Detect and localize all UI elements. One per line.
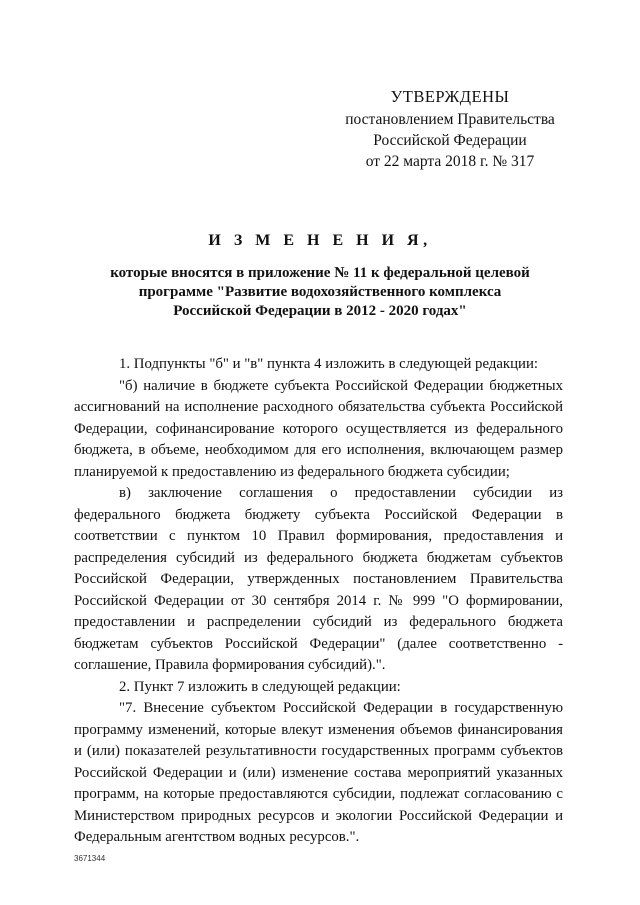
heading-line-1: которые вносятся в приложение № 11 к федеральной целевой <box>110 265 530 281</box>
approval-line-3: от 22 марта 2018 г. № 317 <box>365 153 535 170</box>
heading-line-2: программе "Развитие водохозяйственного комплекса <box>138 284 502 300</box>
approval-line-1: постановлением Правительства <box>345 111 555 128</box>
paragraph-4: 2. Пункт 7 изложить в следующей редакции: <box>119 678 401 695</box>
document-number: 3671344 <box>74 854 106 863</box>
approval-block <box>330 86 570 172</box>
paragraph-2: "б) наличие в бюджете субъекта Российской Федерации бюджетных ассигнований на исполнение расходного обязательства субъекта Российской Федерации, софинансирование которого осуществляется из федерального бюджета, в объеме, необходимом для его исполнения, включающем размер планируемой к предоставлению из федерального бюджета субсидии; <box>74 377 563 480</box>
heading-line-3: Российской Федерации в 2012 - 2020 годах" <box>173 303 467 319</box>
paragraph-1: 1. Подпункты "б" и "в" пункта 4 изложить в следующей редакции: <box>119 356 538 372</box>
paragraph-5: "7. Внесение субъектом Российской Федерации в государственную программу изменений, которые влекут изменения объемов финансирования и (или) показателей результативности государственных программ субъектов Российской Федерации и (или) изменение состава мероприятий указанных программ, на которые предоставляются субсидии, подлежат согласованию с Министерством природных ресурсов и экологии Российской Федерации и Федеральным агентством водных ресурсов.". <box>74 700 563 845</box>
approval-title: УТВЕРЖДЕНЫ <box>390 87 510 106</box>
heading-title: И З М Е Н Е Н И Я, <box>208 232 432 249</box>
document-heading <box>60 232 580 321</box>
document-body <box>74 354 563 849</box>
paragraph-3: в) заключение соглашения о предоставлении субсидии из федерального бюджета бюджету субъекта Российской Федерации в соответствии с пунктом 10 Правил формирования, предоставления и распределения субсидий из федерального бюджета бюджетам субъектов Российской Федерации, утвержденных постановлением Правительства Российской Федерации от 30 сентября 2014 г. № 999 "О формировании, предоставлении и распределении субсидий из федерального бюджета бюджетам субъектов Российской Федерации" (далее соответственно - соглашение, Правила формирования субсидий).". <box>74 485 563 673</box>
approval-line-2: Российской Федерации <box>373 132 527 149</box>
